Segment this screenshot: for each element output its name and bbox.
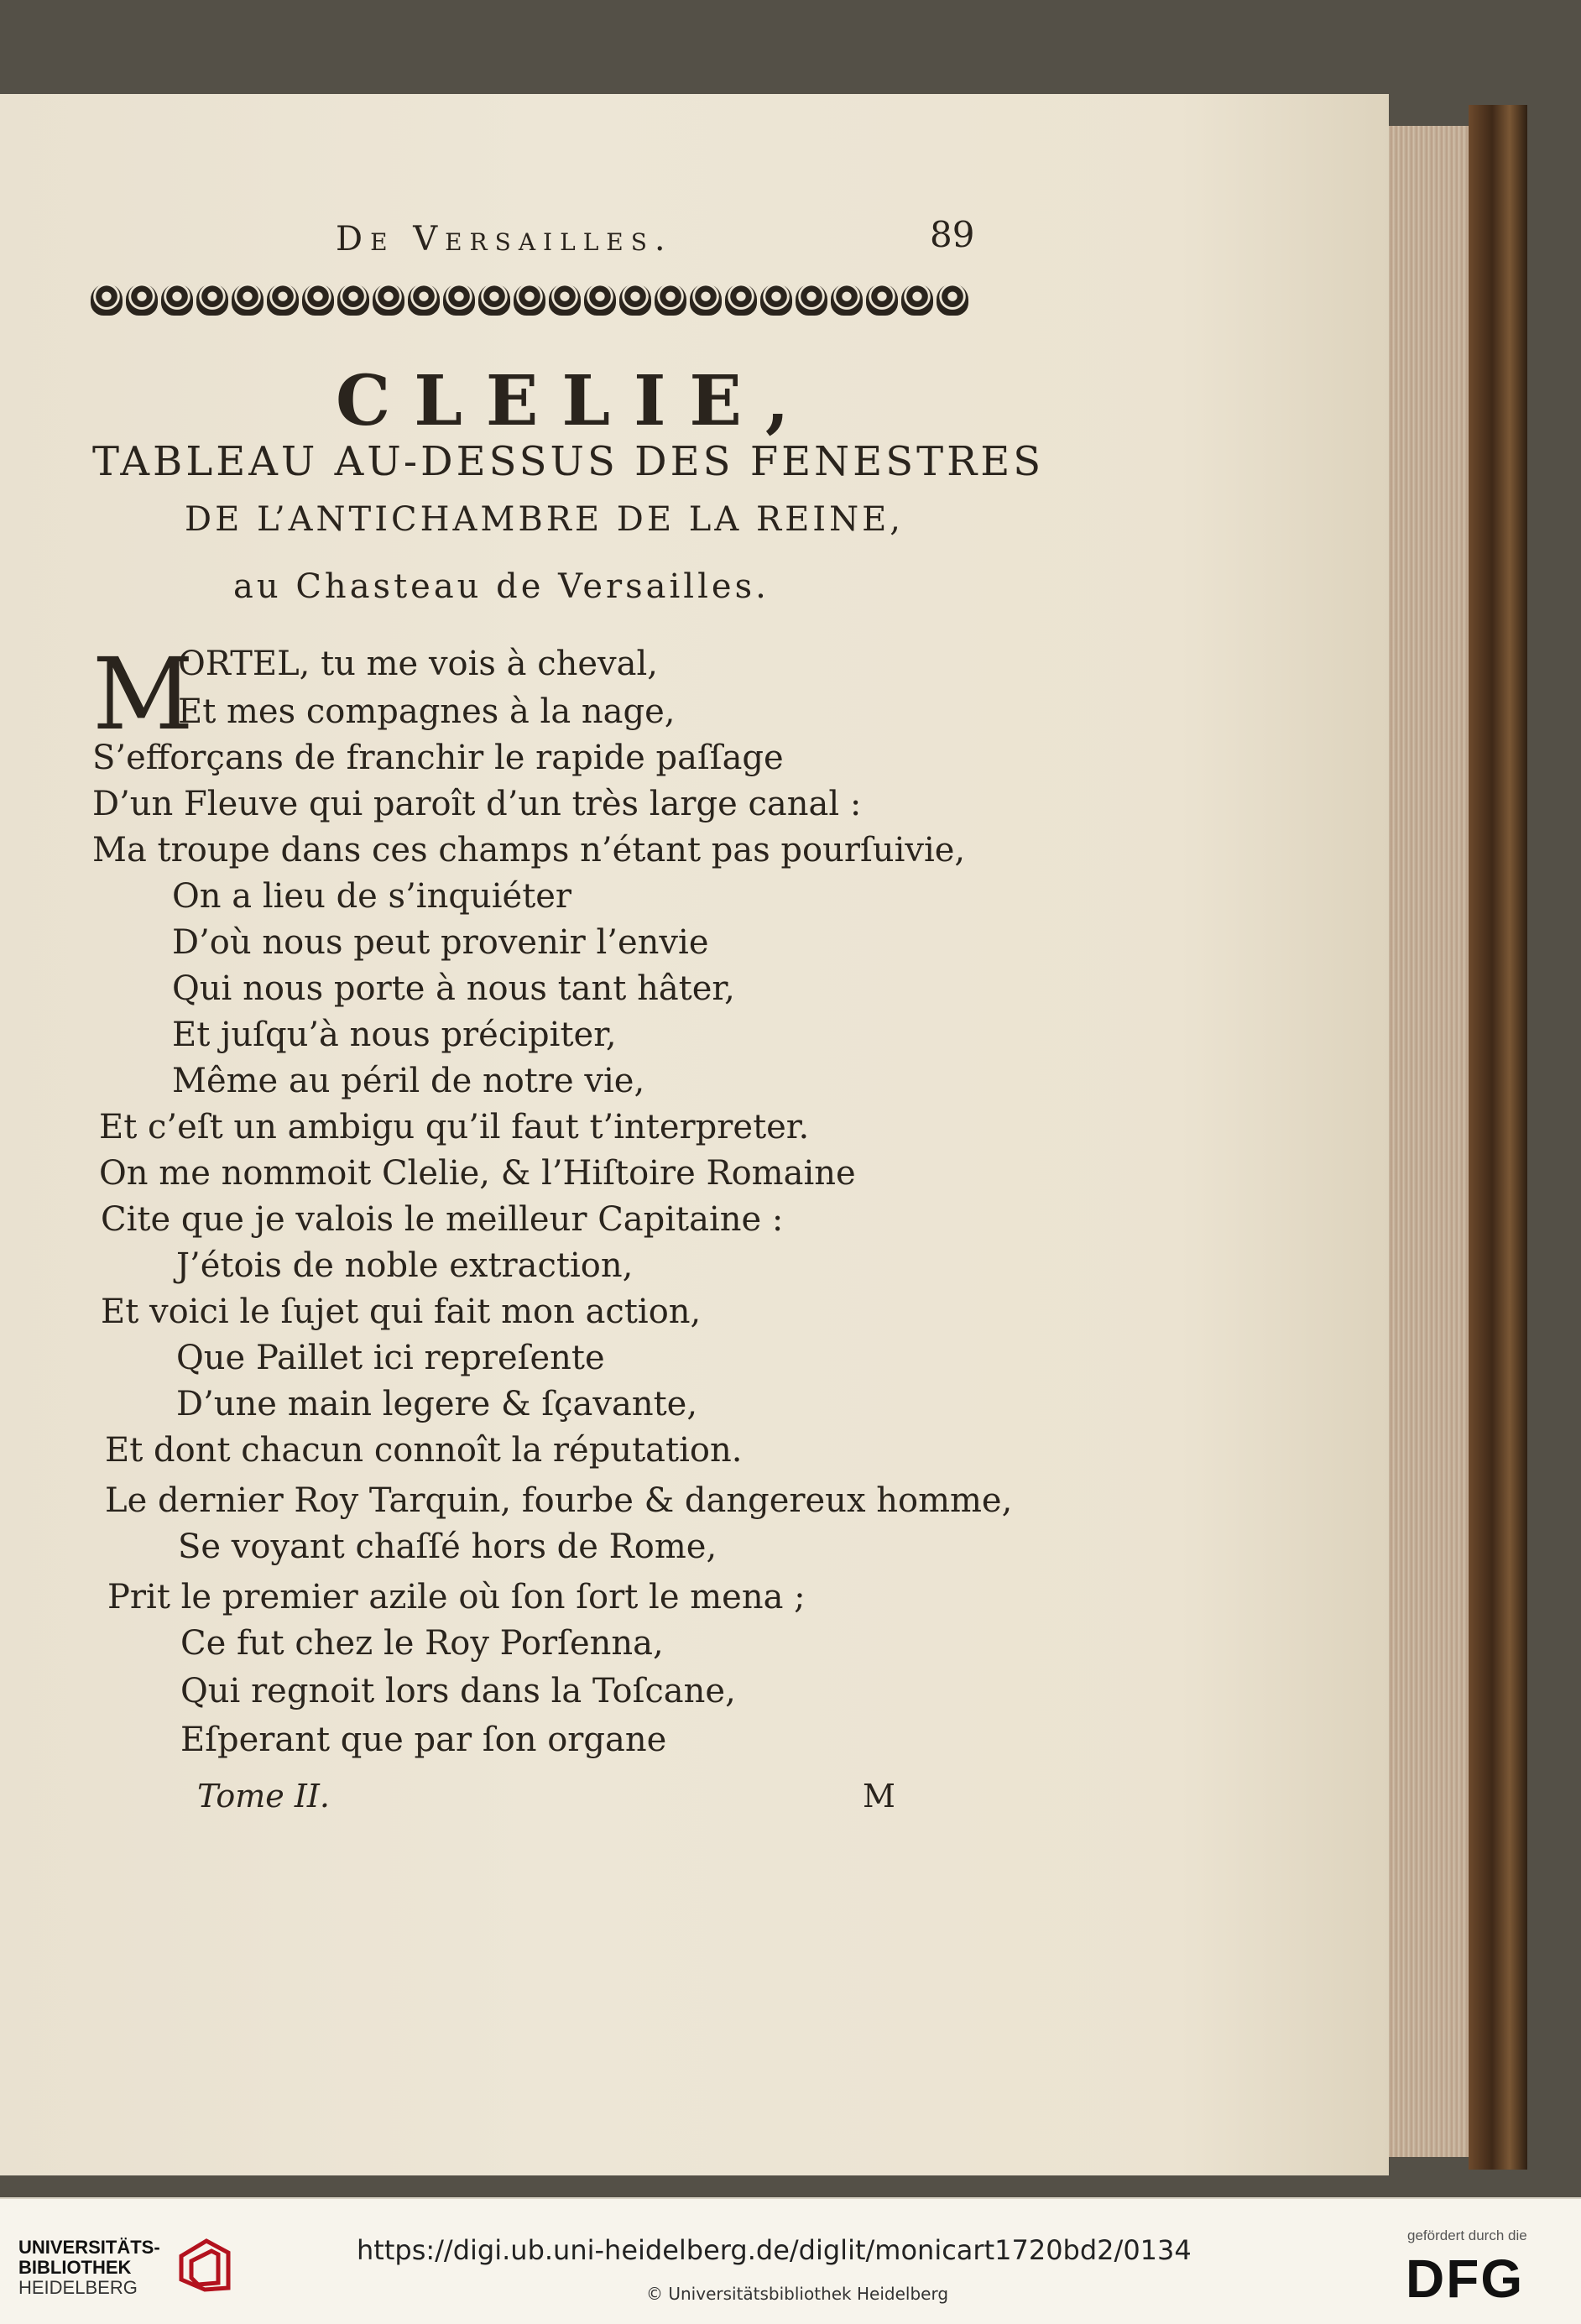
- ornament-icon: [126, 284, 158, 316]
- page-url-link[interactable]: https://digi.ub.uni-heidelberg.de/diglit/monicart1720bd2/0134: [357, 2234, 1192, 2266]
- page-title: CLELIE,: [336, 361, 813, 441]
- copyright-text: © Universitätsbibliothek Heidelberg: [646, 2284, 949, 2304]
- ornament-icon: [408, 284, 440, 316]
- poem-line: J’étois de noble extraction,: [176, 1246, 634, 1285]
- poem-line: Même au péril de notre vie,: [172, 1062, 645, 1100]
- poem-line: Prit le premier azile où ſon ſort le mena ;: [107, 1578, 806, 1616]
- running-head: De Versailles.: [336, 220, 673, 259]
- viewer-footer: [0, 2197, 1581, 2324]
- ornament-icon: [937, 284, 968, 316]
- ornament-icon: [760, 284, 792, 316]
- poem-line: D’une main legere & ſçavante,: [176, 1385, 698, 1423]
- ornament-icon: [549, 284, 581, 316]
- poem-line: Ce fut chez le Roy Porſenna,: [180, 1624, 664, 1663]
- poem-line: Et mes compagnes à la nage,: [178, 692, 676, 731]
- poem-line: Que Paillet ici repreſente: [176, 1339, 605, 1377]
- ornament-icon: [514, 284, 545, 316]
- ornament-icon: [91, 284, 123, 316]
- poem-line: Se voyant chaſſé hors de Rome,: [178, 1528, 717, 1566]
- funder-label: gefördert durch die: [1407, 2227, 1527, 2243]
- poem-line: Qui nous porte à nous tant hâter,: [172, 969, 735, 1008]
- poem-line: S’efforçans de franchir le rapide paſſage: [92, 739, 784, 777]
- library-line-2: BIBLIOTHEK: [18, 2257, 132, 2278]
- ornament-icon: [196, 284, 228, 316]
- ornament-icon: [302, 284, 334, 316]
- ornament-icon: [831, 284, 863, 316]
- library-logo-text: [18, 2238, 160, 2298]
- ornament-icon: [232, 284, 264, 316]
- poem-line: Eſperant que par ſon organe: [180, 1721, 667, 1759]
- poem-line: Et c’eſt un ambigu qu’il faut t’interpreter.: [99, 1108, 810, 1146]
- drop-cap: M: [92, 636, 194, 752]
- poem-line: Et juſqu’à nous précipiter,: [172, 1016, 617, 1054]
- subtitle-line-2: DE L’ANTICHAMBRE DE LA REINE,: [185, 500, 904, 539]
- ornament-icon: [796, 284, 827, 316]
- signature-left: Tome II.: [197, 1778, 330, 1815]
- poem-line: D’un Fleuve qui paroît d’un très large canal :: [92, 785, 862, 823]
- ornament-band: [91, 284, 984, 322]
- ornament-icon: [443, 284, 475, 316]
- ornament-icon: [584, 284, 616, 316]
- subtitle-line-3: au Chasteau de Versailles.: [233, 567, 770, 606]
- ornament-icon: [655, 284, 686, 316]
- poem-line: Qui regnoit lors dans la Toſcane,: [180, 1672, 736, 1710]
- page-number: 89: [930, 214, 975, 255]
- ornament-icon: [901, 284, 933, 316]
- ornament-icon: [619, 284, 651, 316]
- poem-line: On a lieu de s’inquiéter: [172, 877, 572, 916]
- dfg-logo[interactable]: DFG: [1406, 2248, 1525, 2309]
- poem-line: On me nommoit Clelie, & l’Hiſtoire Romaine: [99, 1154, 856, 1193]
- poem-line: ORTEL, tu me vois à cheval,: [178, 645, 659, 683]
- ornament-icon: [690, 284, 722, 316]
- ornament-icon: [478, 284, 510, 316]
- ornament-icon: [337, 284, 369, 316]
- library-emblem-icon: [178, 2238, 232, 2293]
- poem-line: Ma troupe dans ces champs n’étant pas pourſuivie,: [92, 831, 966, 870]
- library-line-1: UNIVERSITÄTS-: [18, 2237, 160, 2258]
- library-logo[interactable]: [18, 2226, 245, 2301]
- poem-line: Cite que je valois le meilleur Capitaine :: [101, 1200, 784, 1239]
- ornament-icon: [373, 284, 404, 316]
- ornament-icon: [161, 284, 193, 316]
- ornament-icon: [725, 284, 757, 316]
- poem-line: Et voici le ſujet qui fait mon action,: [101, 1293, 702, 1331]
- subtitle-line-1: TABLEAU AU-DESSUS DES FENESTRES: [92, 438, 1045, 485]
- ornament-icon: [866, 284, 898, 316]
- poem-line: Le dernier Roy Tarquin, fourbe & dangereux homme,: [105, 1481, 1013, 1520]
- library-line-3: HEIDELBERG: [18, 2277, 138, 2298]
- poem-line: Et dont chacun connoît la réputation.: [105, 1431, 743, 1470]
- poem-line: D’où nous peut provenir l’envie: [172, 923, 709, 962]
- ornament-icon: [267, 284, 299, 316]
- signature-right: M: [863, 1778, 895, 1815]
